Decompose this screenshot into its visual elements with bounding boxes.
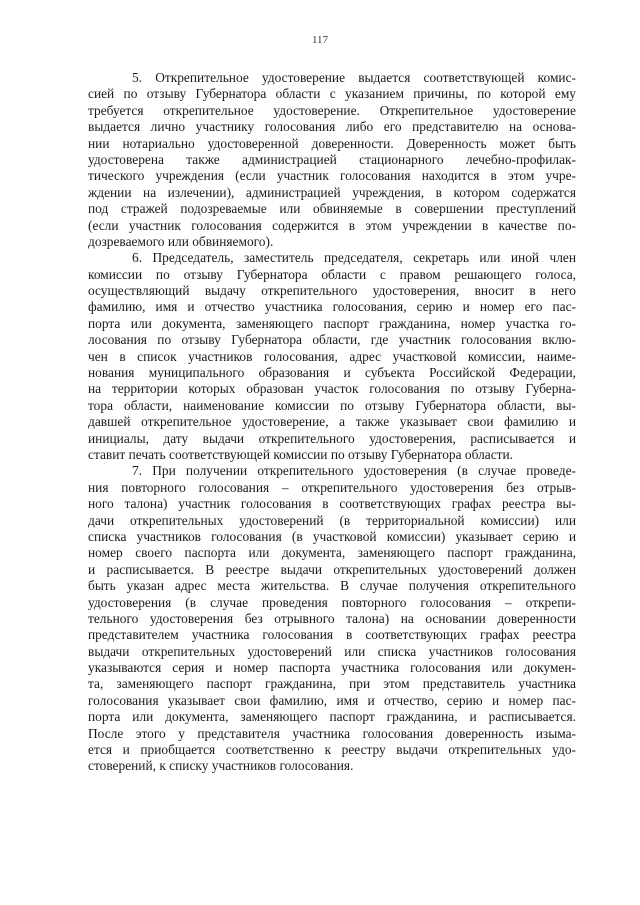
text-line: требуется открепительное удостоверение. Открепительное удостоверение <box>88 102 576 118</box>
text-line: порта или документа, заменяющего паспорт гражданина, номер участка го- <box>88 315 576 331</box>
text-line: номер своего паспорта или документа, заменяющего паспорт гражданина, <box>88 545 576 561</box>
paragraph-p6 <box>88 250 576 463</box>
text-line: удостоверена также администрацией стационарного лечебно-профилак- <box>88 151 576 167</box>
text-line: фамилию, имя и отчество участника голосования, серию и номер его пас- <box>88 299 576 315</box>
text-line: та, заменяющего паспорт гражданина, при этом представитель участника <box>88 676 576 692</box>
text-line: 7. При получении открепительного удостоверения (в случае проведе- <box>132 463 576 479</box>
paragraph-p7 <box>88 463 576 774</box>
text-line: 6. Председатель, заместитель председателя, секретарь или иной член <box>132 250 576 266</box>
text-line: нии нотариально удостоверенной доверенности. Доверенность может быть <box>88 135 576 151</box>
text-line: нования муниципального образования и субъекта Российской Федерации, <box>88 365 576 381</box>
text-line: списка участников голосования (в участковой комиссии) указывает серию и <box>88 528 576 544</box>
page-number: 117 <box>311 34 329 46</box>
text-line: После этого у представителя участника голосования доверенность изыма- <box>88 725 576 741</box>
document-body <box>88 70 576 775</box>
text-line: чен в список участников голосования, адрес участковой комиссии, наиме- <box>88 348 576 364</box>
text-line: давшей открепительное удостоверение, а также указывает свои фамилию и <box>88 414 576 430</box>
text-line: тора области, наименование комиссии по отзыву Губернатора области, вы- <box>88 397 576 413</box>
text-line: и расписывается. В реестре выдачи открепительных удостоверений должен <box>88 561 576 577</box>
text-line: инициалы, дату выдачи открепительного удостоверения, расписывается и <box>88 430 576 446</box>
text-line: быть указан адрес места жительства. В случае получения открепительного <box>88 578 576 594</box>
text-line: выдается лично участнику голосования либо его представителю на основа- <box>88 119 576 135</box>
text-line: 5. Открепительное удостоверение выдается соответствующей комис- <box>132 70 576 85</box>
text-line: тельного удостоверения без отрывного талона) на основании доверенности <box>88 610 576 626</box>
text-line: голосования указывает свои фамилию, имя и отчество, серию и номер пас- <box>88 692 576 708</box>
text-line: тического учреждения (если участник голосования находится в этом учре- <box>88 168 576 184</box>
text-line: ного талона) участник голосования в соответствующих графах реестра вы- <box>88 496 576 512</box>
text-line: лосования по отзыву Губернатора области, где участник голосования вклю- <box>88 332 576 348</box>
text-line: на территории которых образован участок голосования по отзыву Губерна- <box>88 381 576 397</box>
text-line: осуществляющий выдачу открепительного удостоверения, вносит в него <box>88 283 576 299</box>
text-line: ется и приобщается соответственно к реестру выдачи открепительных удо- <box>88 742 576 758</box>
text-line: ставит печать соответствующей комиссии по отзыву Губернатора области. <box>88 446 514 462</box>
text-line: под стражей подозреваемые или обвиняемые в совершении преступлений <box>88 201 576 217</box>
text-line: представителем участника голосования в соответствующих графах реестра <box>88 627 576 643</box>
text-line: ждении на излечении), администрацией учреждения, в котором содержатся <box>88 184 576 200</box>
text-line: удостоверения (в случае проведения повторного голосования – открепи- <box>88 594 576 610</box>
text-line: выдачи открепительных удостоверений или списка участников голосования <box>88 643 576 659</box>
text-line: дозреваемого или обвиняемого). <box>88 233 274 249</box>
text-line: дачи открепительных удостоверений (в территориальной комиссии) или <box>88 512 576 528</box>
text-line: (если участник голосования содержится в этом учреждении в качестве по- <box>88 217 576 233</box>
text-line: комиссии по отзыву Губернатора области с правом решающего голоса, <box>88 266 576 282</box>
text-line: порта или документа, заменяющего паспорт гражданина, и расписывается. <box>88 709 576 725</box>
text-line: сией по отзыву Губернатора области с указанием причины, по которой ему <box>88 86 576 102</box>
text-line: ния повторного голосования – открепительного удостоверения без отрыв- <box>88 479 576 495</box>
text-line: указываются серия и номер паспорта участника голосования или докумен- <box>88 660 576 676</box>
paragraph-p5 <box>88 70 576 250</box>
text-line: стоверений, к списку участников голосования. <box>88 758 354 774</box>
